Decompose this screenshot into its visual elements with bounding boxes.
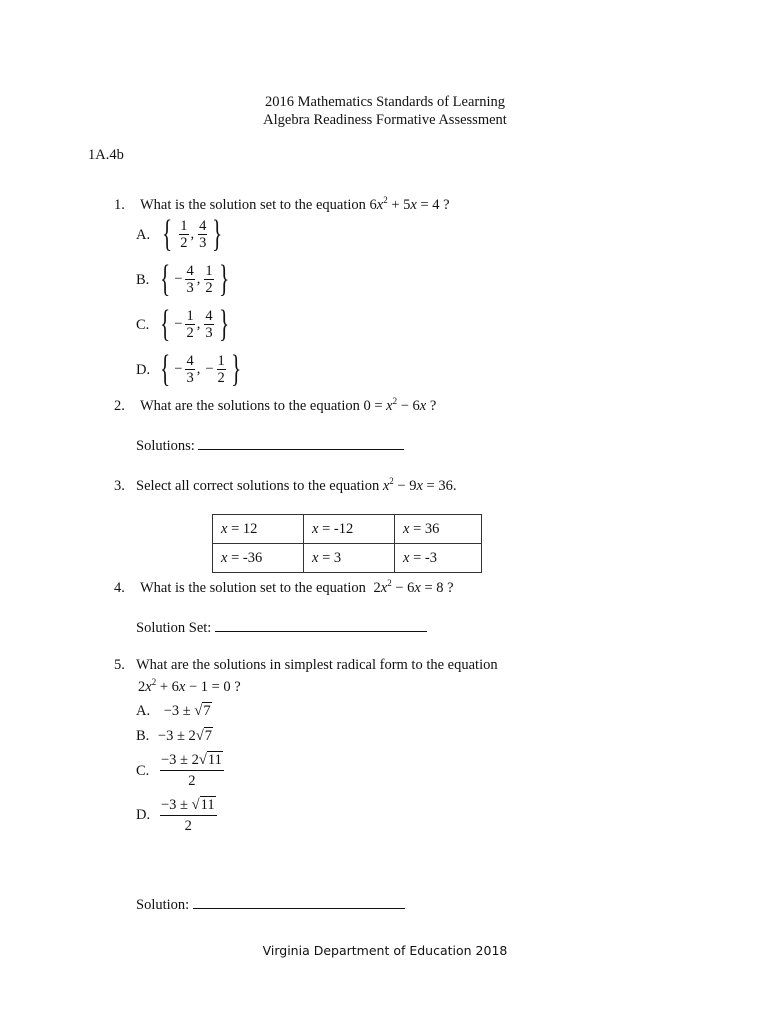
q1-choice-b-set: { − $\frac{4}{3}$ , $\frac{1}{2}$ }	[160, 258, 229, 300]
q1-equation: $6x^2 + 5x = 4$ ?	[369, 195, 450, 213]
q1-choice-c-label: C.	[136, 317, 150, 333]
standard-code: 1A.4b	[88, 147, 124, 163]
right-brace: }	[218, 258, 229, 300]
sqrt-icon: √	[198, 752, 207, 768]
fraction: $\frac{4}{3}$	[186, 262, 194, 296]
q5-text: What are the solutions in simplest radical form to the equation	[136, 657, 498, 673]
sqrt-icon: √	[194, 703, 203, 719]
q5-choice-c-label: C.	[136, 763, 150, 779]
q1-choice-b-label: B.	[136, 272, 150, 288]
q3-option[interactable]: x = -12	[304, 515, 395, 544]
q2-prompt	[140, 398, 436, 415]
document-title: 2016 Mathematics Standards of Learning	[265, 94, 505, 110]
left-brace: {	[160, 258, 171, 300]
q1-number: 1.	[114, 197, 125, 213]
sqrt-icon: √	[191, 797, 200, 813]
q5-answer	[136, 896, 405, 914]
q2-answer-label: Solutions:	[136, 438, 195, 454]
q2-equation: $0 = x^2 - 6x$ ?	[363, 396, 437, 414]
q3-option[interactable]: x = 3	[304, 544, 395, 573]
q2-answer	[136, 437, 404, 455]
q4-answer-line[interactable]	[215, 619, 427, 632]
right-brace: }	[230, 348, 241, 390]
right-brace: }	[212, 213, 223, 255]
q1-choice-c-set: { − $\frac{1}{2}$ , $\frac{4}{3}$ }	[160, 303, 229, 345]
q4-equation: $2x^2 - 6x = 8$ ?	[373, 578, 454, 596]
fraction: $\frac{4}{3}$	[199, 217, 207, 251]
q4-answer-label: Solution Set:	[136, 620, 212, 636]
q5-equation: $2x^2 + 6x - 1 = 0$ ?	[138, 677, 241, 695]
fraction: $\frac{4}{3}$	[205, 307, 213, 341]
left-brace: {	[160, 303, 171, 345]
fraction: $\frac{1}{2}$	[180, 217, 188, 251]
q1-choice-a-label: A.	[136, 227, 151, 243]
left-brace: {	[160, 348, 171, 390]
table-row	[213, 515, 482, 544]
document-subtitle: Algebra Readiness Formative Assessment	[263, 112, 507, 128]
q5-choice-c-fraction: −3 ± 2√11 2	[161, 752, 222, 789]
q4-number: 4.	[114, 580, 125, 596]
q3-equation: $x^2 - 9x = 36$.	[382, 476, 457, 494]
table-row	[213, 544, 482, 573]
q1-text: What is the solution set to the equation	[140, 197, 366, 213]
q3-prompt	[136, 478, 456, 495]
fraction: $\frac{1}{2}$	[186, 307, 194, 341]
q5-choice-a-label: A.	[136, 703, 151, 719]
q3-text: Select all correct solutions to the equation	[136, 478, 380, 494]
q1-prompt	[140, 197, 450, 214]
q1-choice-a-set: { $\frac{1}{2}$ , $\frac{4}{3}$ }	[162, 213, 223, 255]
fraction: $\frac{1}{2}$	[205, 262, 213, 296]
q3-number: 3.	[114, 478, 125, 494]
q5-answer-line[interactable]	[193, 896, 405, 909]
q3-option[interactable]: x = 36	[395, 515, 482, 544]
q4-answer	[136, 619, 427, 637]
q4-prompt	[140, 580, 454, 597]
left-brace: {	[162, 213, 173, 255]
fraction: $\frac{1}{2}$	[217, 352, 225, 386]
q2-number: 2.	[114, 398, 125, 414]
q1-choice-d-set: { − $\frac{4}{3}$ , − $\frac{1}{2}$ }	[160, 348, 241, 390]
fraction: $\frac{4}{3}$	[186, 352, 194, 386]
q5-answer-label: Solution:	[136, 897, 190, 913]
q5-choice-d-fraction: −3 ± √11 2	[161, 797, 215, 834]
q2-text: What are the solutions to the equation	[140, 398, 360, 414]
q2-answer-line[interactable]	[198, 437, 404, 450]
page-footer: Virginia Department of Education 2018	[262, 943, 508, 958]
q3-option[interactable]: x = -3	[395, 544, 482, 573]
q4-text: What is the solution set to the equation	[140, 580, 366, 596]
q5-choice-a: A. −3 ± √7	[136, 703, 211, 719]
q5-choice-d-label: D.	[136, 807, 151, 823]
q3-option[interactable]: x = 12	[213, 515, 304, 544]
sqrt-icon: √	[195, 728, 204, 744]
q3-solutions-table	[212, 514, 482, 573]
q5-choice-b-label: B.	[136, 728, 150, 744]
right-brace: }	[218, 303, 229, 345]
q1-choice-d-label: D.	[136, 362, 151, 378]
q3-option[interactable]: x = -36	[213, 544, 304, 573]
q5-number: 5.	[114, 657, 125, 673]
q5-choice-b: B. −3 ± 2√7	[136, 728, 213, 744]
